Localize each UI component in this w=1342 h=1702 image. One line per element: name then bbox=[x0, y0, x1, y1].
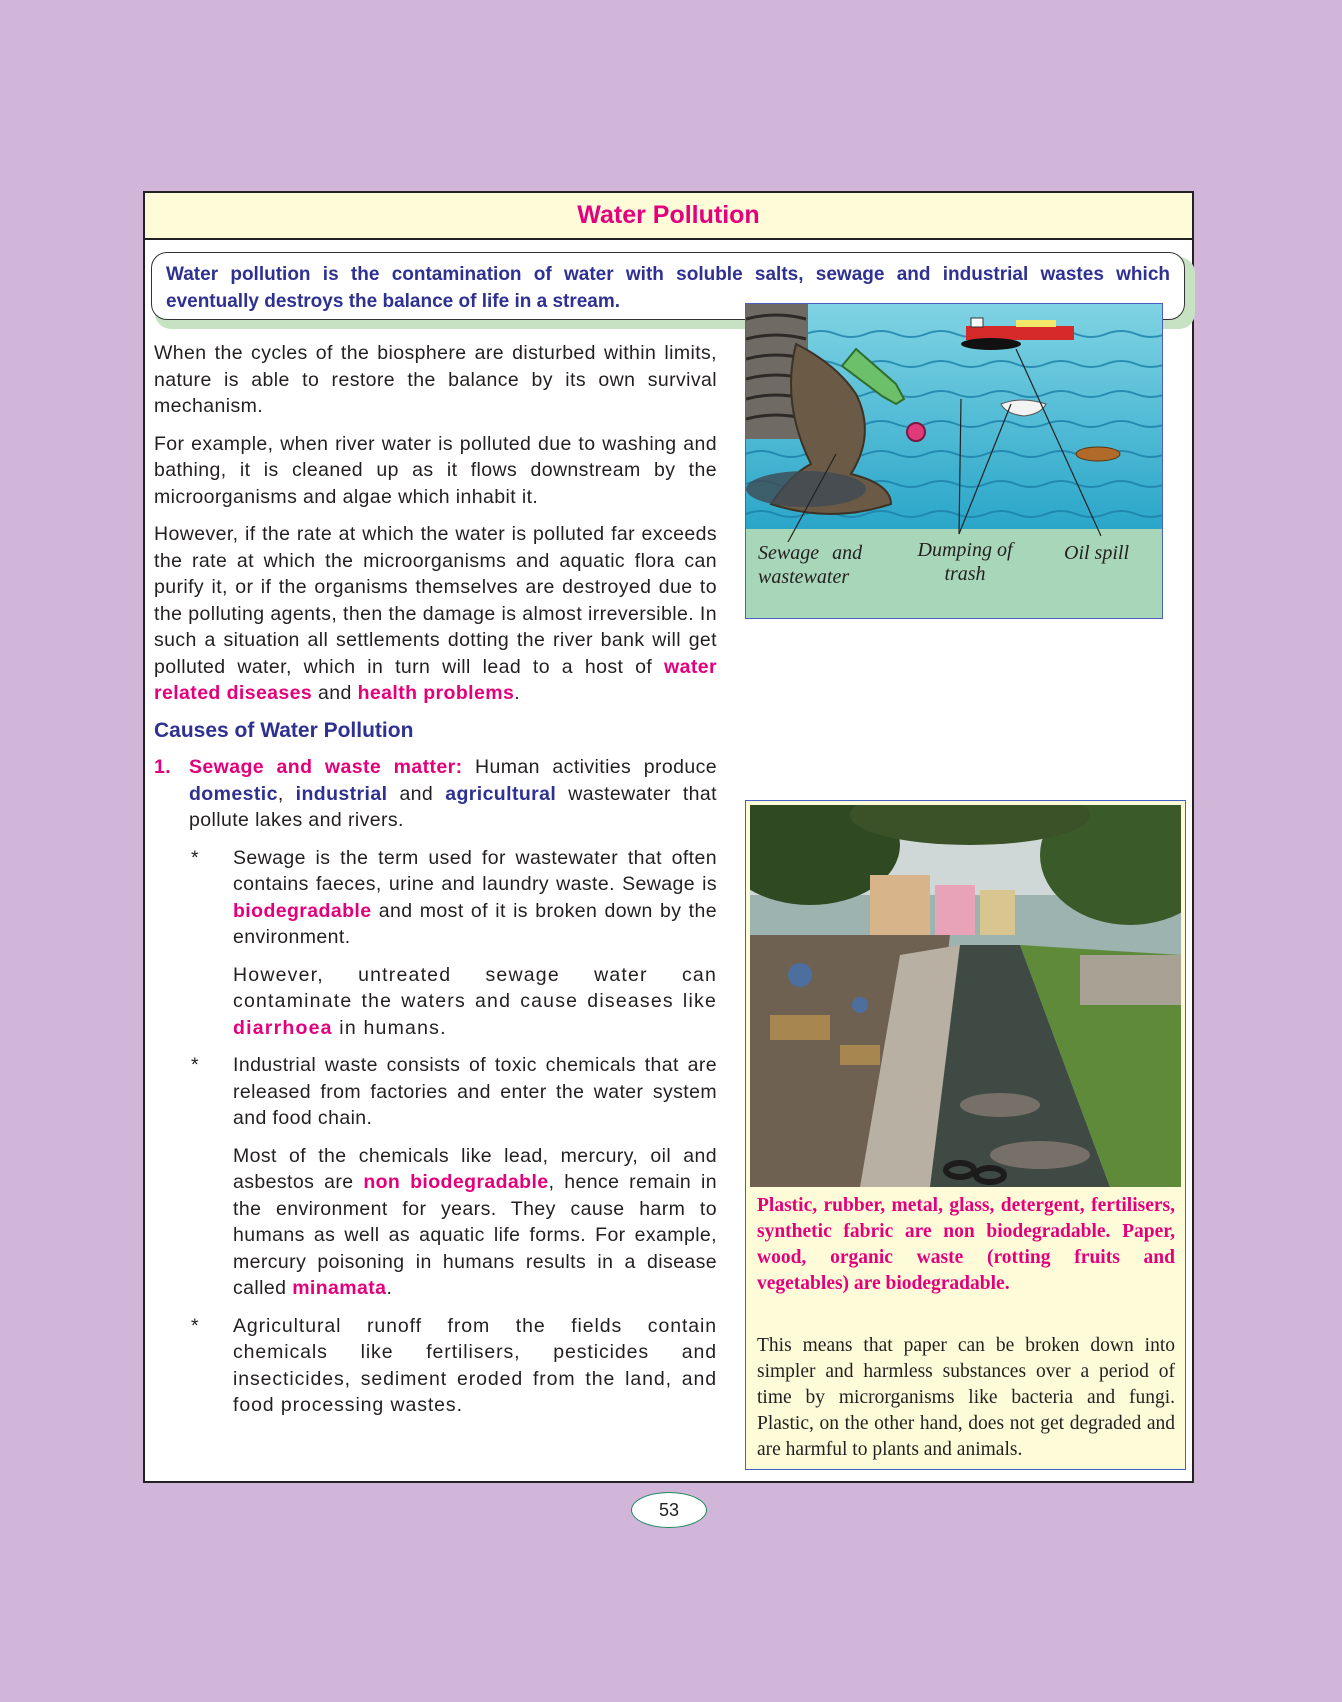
term-water-related-diseases: water related diseases bbox=[154, 655, 717, 704]
item-heading: Sewage and waste matter: bbox=[189, 756, 463, 778]
bullet-sewage: * Sewage is the term used for wastewater that often contains faeces, urine and laundry waste. Sewage is biodegradable and most of it is broken down by the environment. bbox=[191, 846, 717, 948]
bullet-industrial-continued: Most of the chemicals like lead, mercury, oil and asbestos are non biodegradable, hence remain in the environment for years. They cause harm to humans as well as aquatic life forms. For example, mercury poisoning in humans results in a disease called minamata. bbox=[233, 1144, 717, 1299]
definition-box: Water pollution is the contamination of water with soluble salts, sewage and industrial wastes which eventually destroys the balance of life in a stream. bbox=[151, 252, 1185, 320]
main-text-column bbox=[154, 340, 717, 1430]
caption-sewage: Sewage and wastewater bbox=[758, 542, 863, 588]
term-health-problems: health problems bbox=[357, 682, 515, 704]
term-agricultural: agricultural bbox=[445, 782, 557, 805]
page-title: Water Pollution bbox=[145, 193, 1192, 240]
paragraph-intro: When the cycles of the biosphere are disturbed within limits, nature is able to restore the balance by its own survival mechanism. bbox=[154, 342, 717, 417]
term-non-biodegradable: non biodegradable bbox=[363, 1171, 549, 1193]
bullet-agricultural: * Agricultural runoff from the fields contain chemicals like fertilisers, pesticides and insecticides, sediment eroded from the land, and food processing wastes. bbox=[191, 1314, 717, 1416]
term-biodegradable: biodegradable bbox=[233, 899, 372, 922]
term-domestic: domestic bbox=[189, 782, 278, 805]
biodegradable-explanation: This means that paper can be broken down into simpler and harmless substances over a period of time by microrganisms like bacteria and fungi. Plastic, on the other hand, does not get degraded and are harmful to plants and animals. bbox=[757, 1335, 1175, 1460]
term-diarrhoea: diarrhoea bbox=[233, 1016, 333, 1039]
polluted-canal-photo-art bbox=[750, 805, 1181, 1187]
cause-item-1: 1. Sewage and waste matter: Human activities produce domestic, industrial and agricultural wastewater that pollute lakes and rivers. bbox=[154, 756, 717, 831]
item-number: 1. bbox=[154, 756, 172, 778]
page-number: 53 bbox=[631, 1492, 707, 1528]
caption-oil-spill: Oil spill bbox=[1064, 542, 1130, 564]
bullet-sewage-continued: However, untreated sewage water can contaminate the waters and cause diseases like diarrhoea in humans. bbox=[233, 963, 717, 1039]
polluted-canal-photo bbox=[750, 805, 1181, 1187]
section-heading-causes: Causes of Water Pollution bbox=[154, 718, 414, 742]
term-industrial: industrial bbox=[295, 782, 388, 805]
bullet-industrial: * Industrial waste consists of toxic chemicals that are released from factories and enter the water system and food chain. bbox=[191, 1054, 717, 1129]
caption-trash: Dumping of trash bbox=[917, 539, 1013, 585]
paragraph-damage: However, if the rate at which the water is polluted far exceeds the rate at which the microorganisms and aquatic flora can purify it, or if the organisms themselves are destroyed due to the polluting agents, then the damage is almost irreversible. In such a situation all settlements dotting the river bank will get polluted water, which in turn will lead to a host of water related diseases and health problems. bbox=[154, 523, 717, 704]
paragraph-example: For example, when river water is polluted due to washing and bathing, it is cleaned up as it flows downstream by the microorganisms and algae which inhabit it. bbox=[154, 432, 717, 508]
page-frame bbox=[143, 191, 1194, 1483]
info-panel bbox=[745, 800, 1186, 1470]
pollution-illustration bbox=[745, 303, 1163, 619]
biodegradable-note: Plastic, rubber, metal, glass, detergent, fertilisers, synthetic fabric are non biodegradable. Paper, wood, organic waste (rotting fruits and vegetables) are biodegradable. bbox=[757, 1195, 1175, 1294]
term-minamata: minamata bbox=[292, 1277, 387, 1299]
